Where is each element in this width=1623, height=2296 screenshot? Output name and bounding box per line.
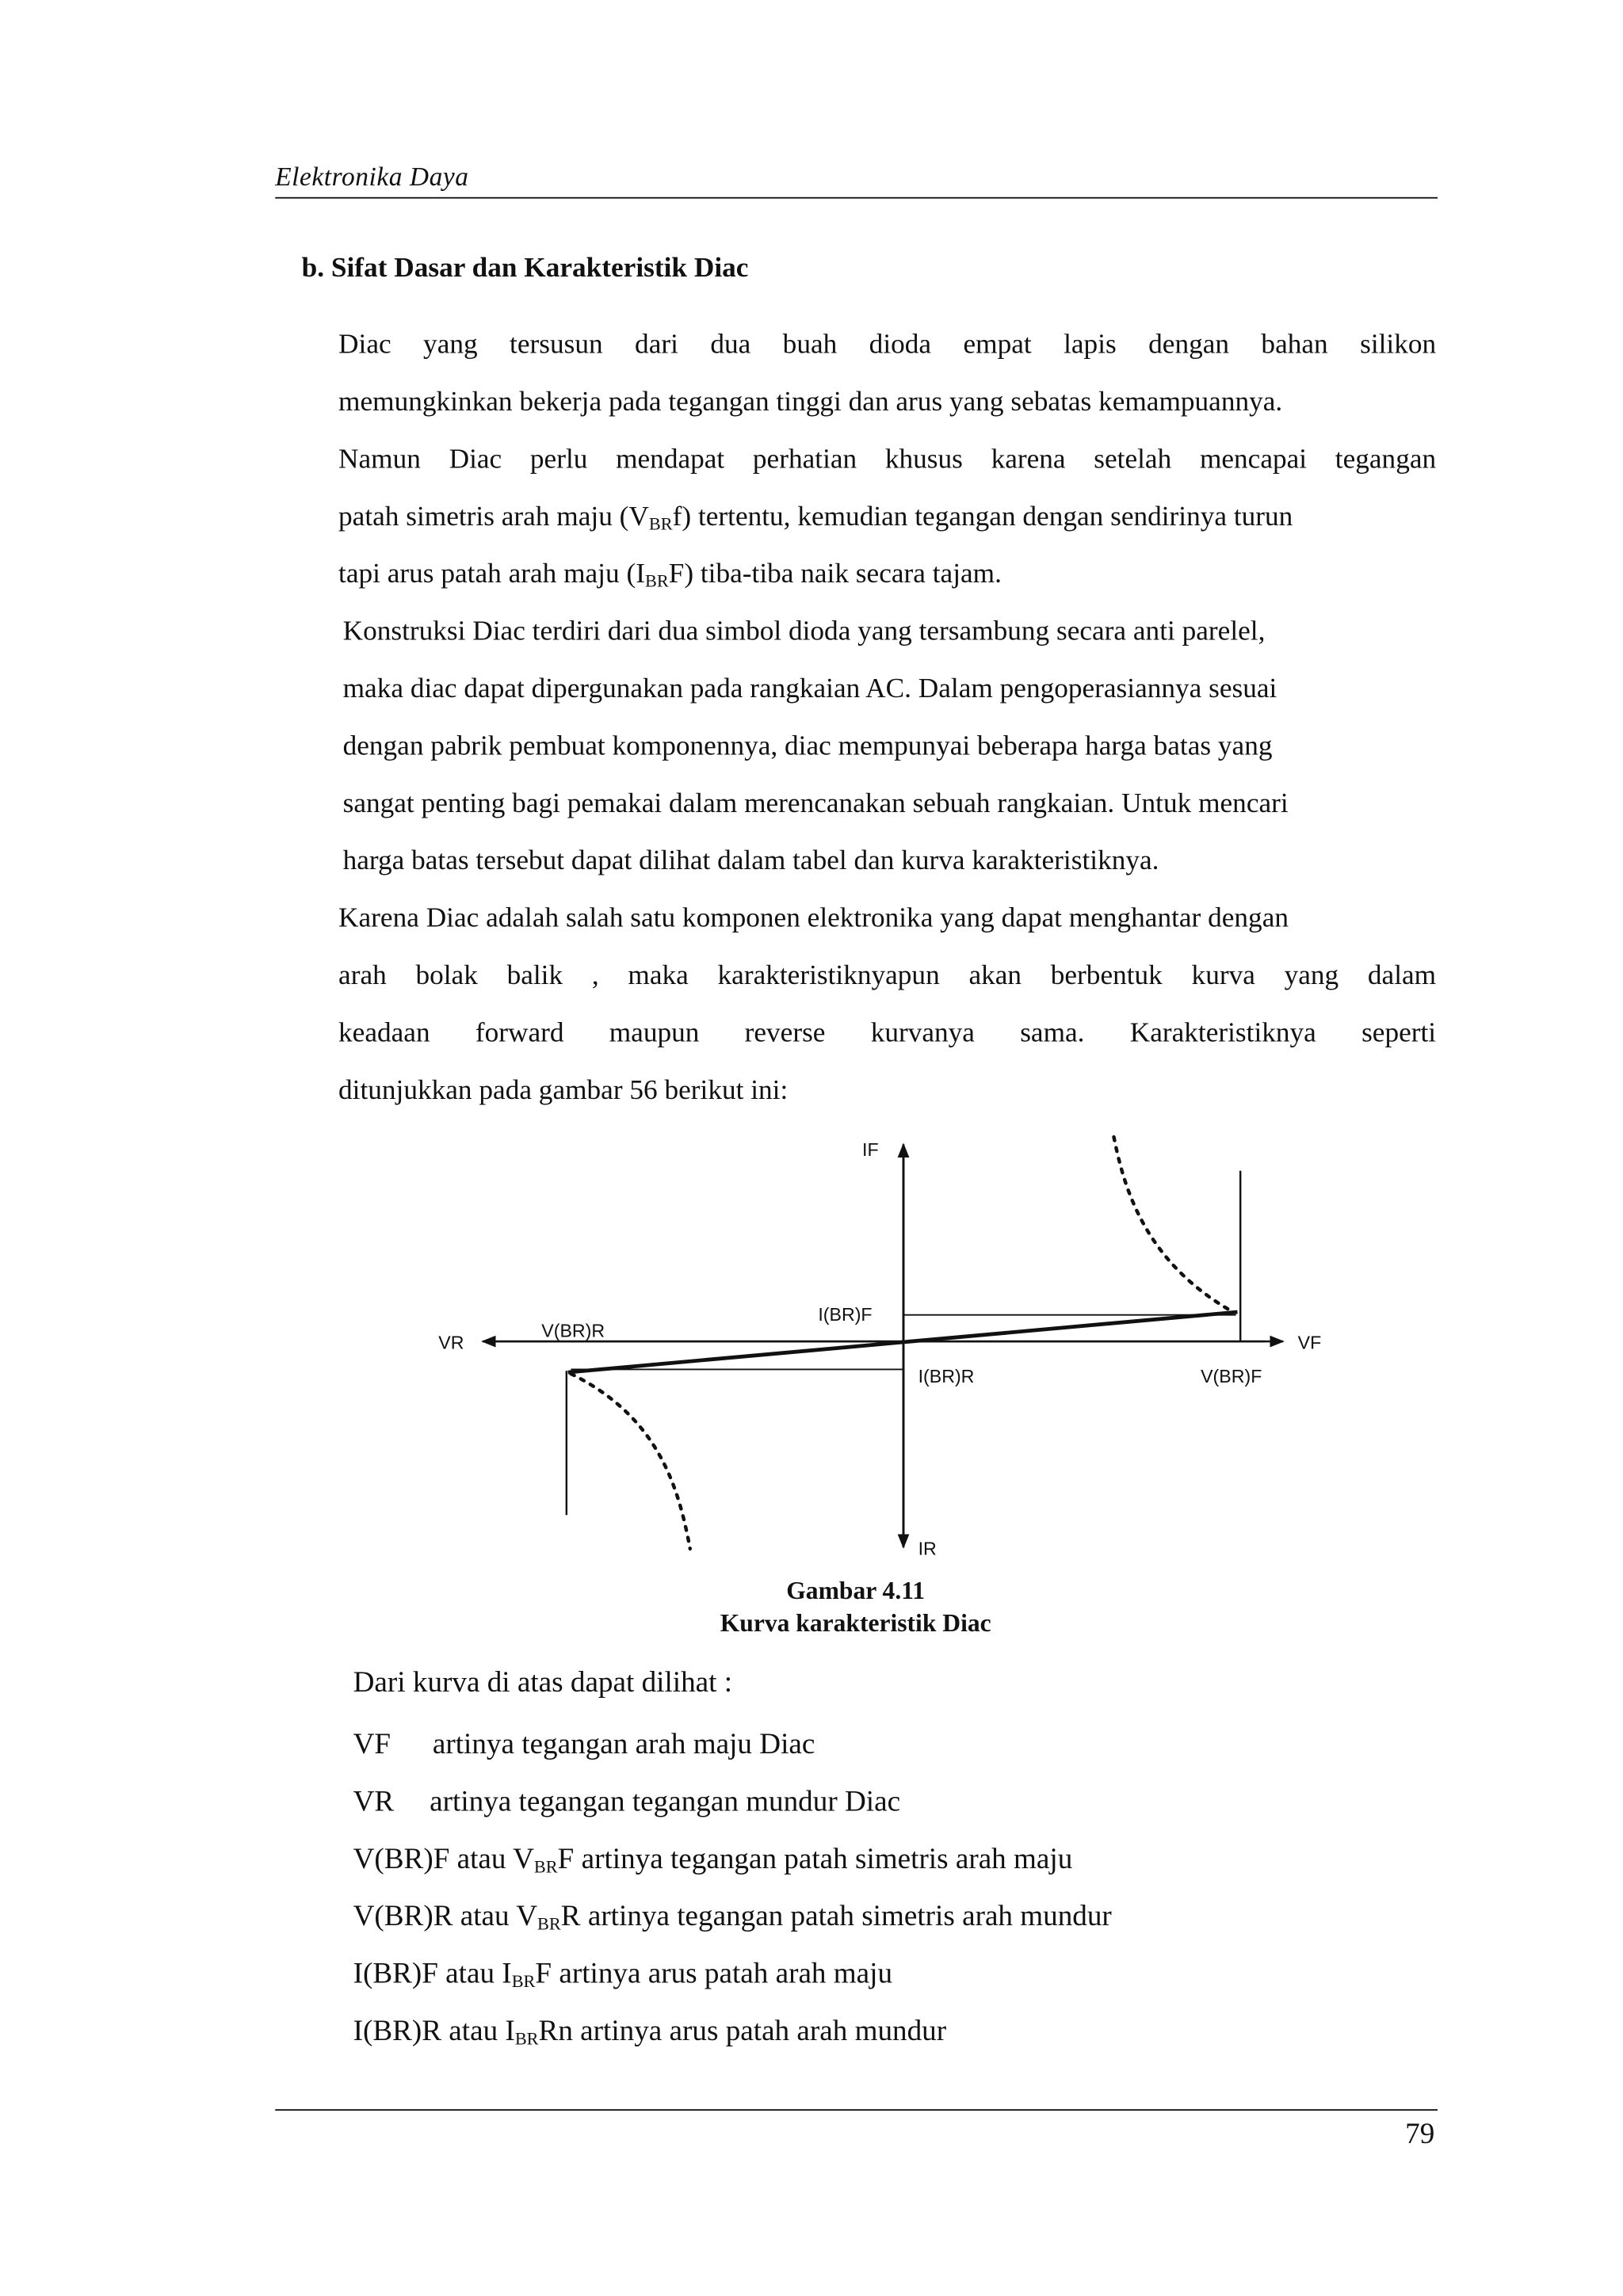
ibrf-label: I(BR)F	[818, 1304, 873, 1325]
vf-label: VF	[1297, 1332, 1322, 1353]
paragraph-1-line-2: memungkinkan bekerja pada tegangan tinggi dan arus yang sebatas kemampuannya.	[338, 387, 1283, 418]
running-header-title: Elektronika Daya	[275, 162, 469, 192]
paragraph-3-line-4: ditunjukkan pada gambar 56 berikut ini:	[338, 1075, 789, 1107]
paragraph-3-line-2: arah bolak balik , maka karakteristiknyapun akan berbentuk kurva yang dalam	[338, 960, 1437, 992]
paragraph-3-line-3: keadaan forward maupun reverse kurvanya sama. Karakteristiknya seperti	[338, 1017, 1437, 1049]
paragraph-2-line-5: harga batas tersebut dapat dilihat dalam tabel dan kurva karakteristiknya.	[342, 845, 1159, 877]
paragraph-2-line-4: sangat penting bagi pemakai dalam merencanakan sebuah rangkaian. Untuk mencari	[342, 788, 1289, 820]
paragraph-1-line-4: patah simetris arah maju $(V_{BR}f)$ tertentu, kemudian tegangan dengan sendirinya turun	[338, 502, 1293, 534]
paragraph-2-line-1: Konstruksi Diac terdiri dari dua simbol dioda yang tersambung secara anti parelel,	[342, 616, 1266, 647]
paragraph-1-line-1: Diac yang tersusun dari dua buah dioda empat lapis dengan bahan silikon	[338, 329, 1437, 360]
definition-item-ibrr: I(BR)R atau $I_{BR}Rn$ artinya arus patah arah mundur	[353, 2015, 947, 2050]
paragraph-3-line-1: Karena Diac adalah salah satu komponen elektronika yang dapat menghantar dengan	[338, 902, 1289, 934]
definition-list-intro: Dari kurva di atas dapat dilihat :	[353, 1666, 733, 1699]
forward-breakover-dotted-curve	[1114, 1137, 1233, 1312]
definition-item-vr: VR artinya tegangan tegangan mundur Diac	[353, 1785, 901, 1818]
definition-item-vbrf: V(BR)F atau $V_{BR}F$ artinya tegangan patah simetris arah maju	[353, 1843, 1073, 1877]
figure-caption-number: Gambar 4.11	[786, 1577, 926, 1605]
paragraph-2-line-3: dengan pabrik pembuat komponennya, diac mempunyai beberapa harga batas yang	[342, 730, 1273, 762]
footer-rule	[275, 2109, 1438, 2111]
figure-caption-title: Kurva karakteristik Diac	[720, 1609, 991, 1638]
vr-label: VR	[438, 1332, 464, 1353]
vbrf-label: V(BR)F	[1201, 1366, 1262, 1387]
ir-label: IR	[918, 1538, 937, 1559]
paragraph-1-line-5: tapi arus patah arah maju $(I_{BR}F)$ tiba-tiba naik secara tajam.	[338, 559, 1002, 592]
section-heading: b. Sifat Dasar dan Karakteristik Diac	[301, 253, 749, 284]
definition-item-ibrf: I(BR)F atau $I_{BR}F$ artinya arus patah arah maju	[353, 1958, 893, 1992]
definition-item-vbrr: V(BR)R atau $V_{BR}R$ artinya tegangan patah simetris arah mundur	[353, 1900, 1112, 1935]
ibrr-label: I(BR)R	[918, 1366, 975, 1387]
if-label: IF	[862, 1139, 879, 1161]
definition-item-vf: VF artinya tegangan arah maju Diac	[353, 1728, 815, 1761]
reverse-breakover-dotted-curve	[571, 1374, 689, 1549]
vbrr-label: V(BR)R	[541, 1320, 605, 1341]
paragraph-1-line-3: Namun Diac perlu mendapat perhatian khusus karena setelah mencapai tegangan	[338, 444, 1437, 475]
figure-caption	[559, 1575, 1152, 1640]
page-number: 79	[1405, 2118, 1435, 2151]
paragraph-2-line-2: maka diac dapat dipergunakan pada rangkaian AC. Dalam pengoperasiannya sesuai	[342, 673, 1277, 705]
